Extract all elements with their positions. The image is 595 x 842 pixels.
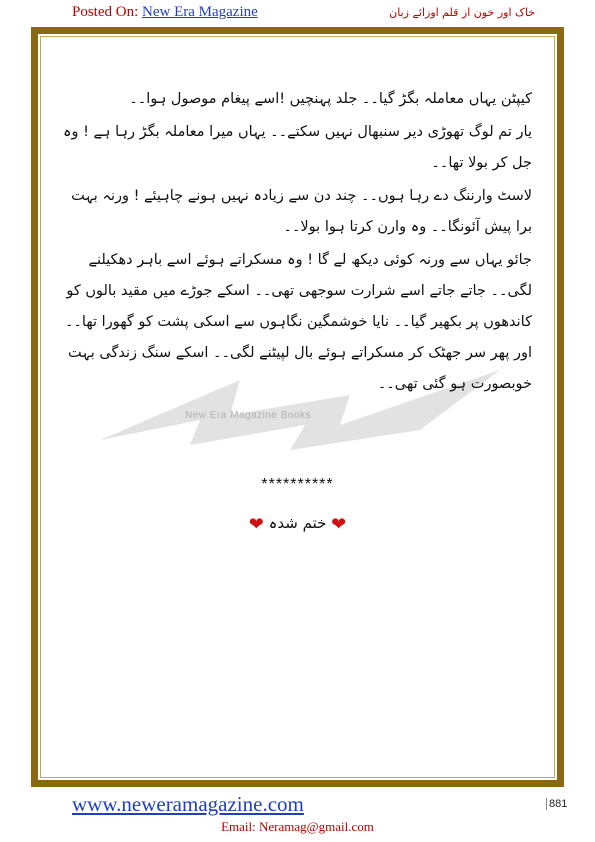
heart-icon: ❤: [331, 514, 347, 535]
page-number: 881: [546, 798, 567, 810]
the-end-line: [0, 514, 595, 535]
posted-on-header: [72, 4, 258, 21]
novel-title: خاک اور خون از قلم اوزائے زبان: [389, 6, 535, 19]
heart-icon: ❤: [248, 514, 264, 535]
posted-on-label: Posted On:: [72, 4, 139, 20]
paragraph: لاسٹ وارننگ دے رہا ہوں۔۔ چند دن سے زیادہ نہیں ہونے چاہیئے ! ورنہ بہت برا پیش آئونگا۔۔ وہ وارن کرتا ہوا بولا۔۔: [71, 188, 532, 235]
watermark-text: New Era Magazine Books: [185, 410, 312, 421]
email-address: Email: Neramag@gmail.com: [221, 819, 374, 834]
website-link[interactable]: www.neweramagazine.com: [72, 792, 304, 816]
paragraph: جائو یہاں سے ورنہ کوئی دیکھ لے گا ! وہ مسکراتے ہوئے اسے باہر دھکیلنے لگی۔۔ جاتے جاتے اسے شرارت سوجھی تھی۔۔ اسکے جوڑے میں مقید بالوں کو کاندھوں پر بکھیر گیا۔۔ نایا خوشمگین نگاہوں سے اسکی پشت کو گھورا تھا۔۔ اور پھر سر جھٹک کر مسکراتے ہوئے بال لپیٹنے لگی۔۔ اسکے سنگ زندگی بہت خوبصورت ہو گئی تھی۔۔: [64, 252, 532, 392]
the-end-label: ختم شدہ: [268, 514, 327, 532]
paragraph: کیپٹن یہاں معاملہ بگڑ گیا۔۔ جلد پہنچیں !اسے پیغام موصول ہوا۔۔: [129, 91, 532, 107]
section-separator: **********: [261, 476, 334, 493]
story-text: [62, 84, 532, 402]
magazine-link[interactable]: New Era Magazine: [142, 4, 258, 20]
paragraph: یار تم لوگ تھوڑی دیر سنبھال نہیں سکتے۔۔ یہاں میرا معاملہ بگڑ رہا ہے ! وہ جل کر بولا تھا۔۔: [63, 124, 532, 171]
